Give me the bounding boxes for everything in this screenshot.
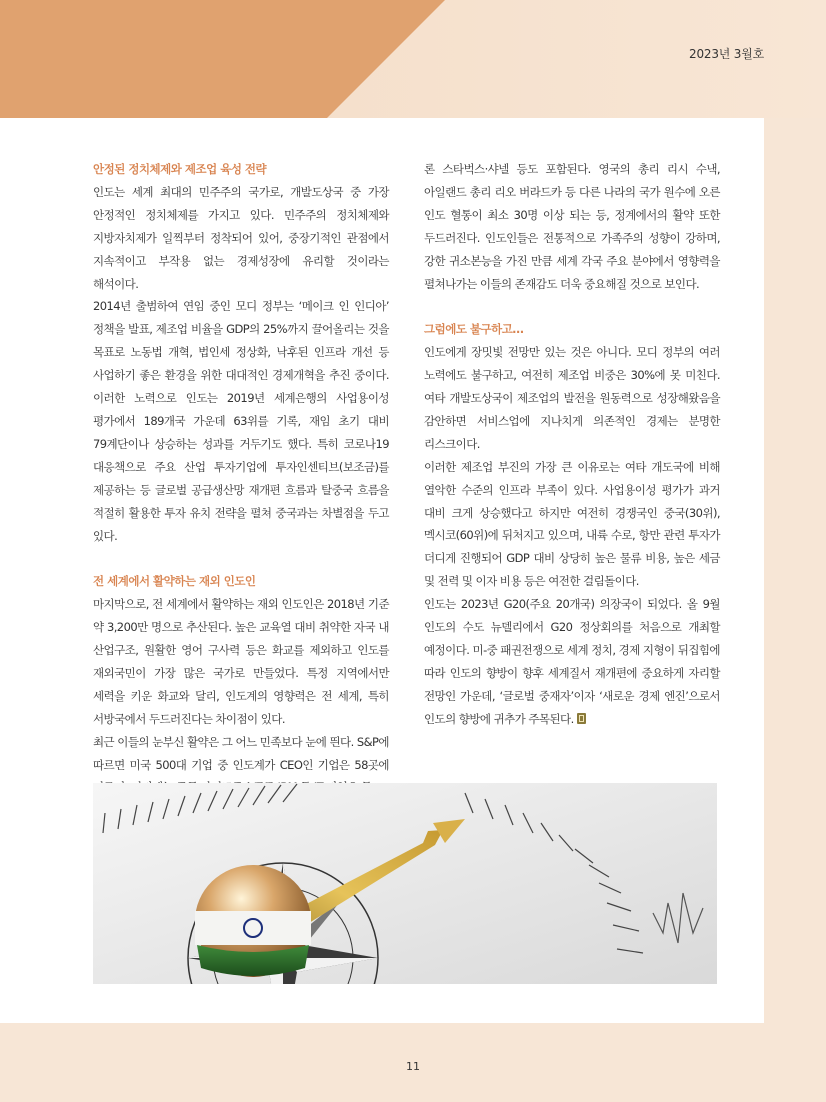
- right-column: [424, 158, 720, 731]
- paragraph: 이러한 제조업 부진의 가장 큰 이유로는 여타 개도국에 비해 열악한 수준의 인프라 부족이 있다. 사업용이성 평가가 과거 대비 크게 상승했다고 하지만 여전히 경쟁국인 중국(30위), 멕시코(60위)에 뒤처지고 있으며, 내륙 수로, 항만 관련 투자가 더디게 진행되어 GDP 대비 상당히 높은 물류 비용, 높은 세금 및 전력 및 이자 비용 등은 여전한 걸림돌이다.: [424, 459, 720, 589]
- paragraph: 인도는 세계 최대의 민주주의 국가로, 개발도상국 중 가장 안정적인 정치체제를 가지고 있다. 민주주의 정치체제와 지방자치제가 일찍부터 정착되어 있어, 중장기적인 관점에서 지속적이고 부작용 없는 경제성장에 유리할 것이라는 해석이다.: [93, 184, 389, 291]
- section-heading-diaspora: 전 세계에서 활약하는 재외 인도인: [93, 574, 256, 589]
- compass-india-photo: [93, 783, 717, 984]
- section-heading-nevertheless: 그럼에도 불구하고…: [424, 322, 524, 337]
- paragraph: 2014년 출범하여 연임 중인 모디 정부는 ‘메이크 인 인디아’ 정책을 발표, 제조업 비율을 GDP의 25%까지 끌어올리는 것을 목표로 노동법 개혁, 법인세 정상화, 낙후된 인프라 개선 등 사업하기 좋은 환경을 위한 대대적인 경제개혁을 추진 중이다. 이러한 노력으로 인도는 2019년 세계은행의 사업용이성 평가에서 189개국 가운데 63위를 기록, 재임 초기 대비 79계단이나 상승하는 성과를 거두기도 했다. 특히 코로나19 대응책으로 주요 산업 투자기업에 투자인센티브(보조금)를 제공하는 등 글로벌 공급생산망 재개편 흐름과 탈중국 흐름을 적절히 활용한 투자 유치 전략을 펼쳐 중국과는 차별점을 두고 있다.: [93, 299, 389, 543]
- end-mark-icon: [577, 713, 586, 724]
- issue-label: 2023년 3월호: [689, 47, 764, 61]
- compass-illustration: [93, 783, 717, 984]
- page-number: 11: [406, 1060, 420, 1073]
- section-heading-politics: 안정된 정치체제와 제조업 육성 전략: [93, 162, 267, 176]
- left-column: [93, 158, 389, 799]
- paragraph: 마지막으로, 전 세계에서 활약하는 재외 인도인은 2018년 기준 약 3,200만 명으로 추산된다. 높은 교육열 대비 취약한 자국 내 산업구조, 원활한 영어 구사력 등은 화교를 제외하고 인도를 재외국민이 가장 많은 국가로 만들었다. 특정 지역에서만 세력을 키운 화교와 달리, 인도계의 영향력은 전 세계, 특히 서방국에서 두드러진다는 차이점이 있다.: [93, 597, 389, 726]
- paragraph-last: [424, 593, 720, 730]
- paragraph: 론 스타벅스·샤넬 등도 포함된다. 영국의 총리 리시 수낵, 아일랜드 총리 리오 버라드카 등 다른 나라의 국가 원수에 오른 인도 혈통이 최소 30명 이상 되는 등, 정계에서의 활약 또한 두드러진다. 인도인들은 전통적으로 가족주의 성향이 강하며, 강한 귀소본능을 가진 만큼 세계 각국 주요 분야에서 영향력을 펼쳐나가는 이들의 존재감도 더욱 중요해질 것으로 보인다.: [424, 162, 720, 291]
- paragraph: 최근 이들의 눈부신 활약은 그 어느 민족보다 눈에 띈다. S&P에 따르면 미국 500대 기업 중 인도계가 CEO인 기업은 58곳에: [93, 734, 389, 772]
- paragraph: 인도에게 장밋빛 전망만 있는 것은 아니다. 모디 정부의 여러 노력에도 불구하고, 여전히 제조업 비중은 30%에 못 미친다. 여타 개발도상국이 제조업의 발전을 원동력으로 성장해왔음을 감안하면 서비스업에 지나치게 의존적인 경제는 분명한 리스크이다.: [424, 345, 720, 451]
- paragraph-text: 인도는 2023년 G20(주요 20개국) 의장국이 되었다. 올 9월 인도의 수도 뉴델리에서 G20 정상회의를 처음으로 개최할 예정이다. 미-중 패권전쟁으로 세계 정치, 경제 지형이 뒤집힘에 따라 인도의 향방이 향후 세계질서 재개편에 중요하게 자리할 전망인 가운데, ‘글로벌 중재자’이자 ‘새로운 경제 엔진’으로서 인도의 향방에 귀추가 주목된다.: [424, 597, 720, 726]
